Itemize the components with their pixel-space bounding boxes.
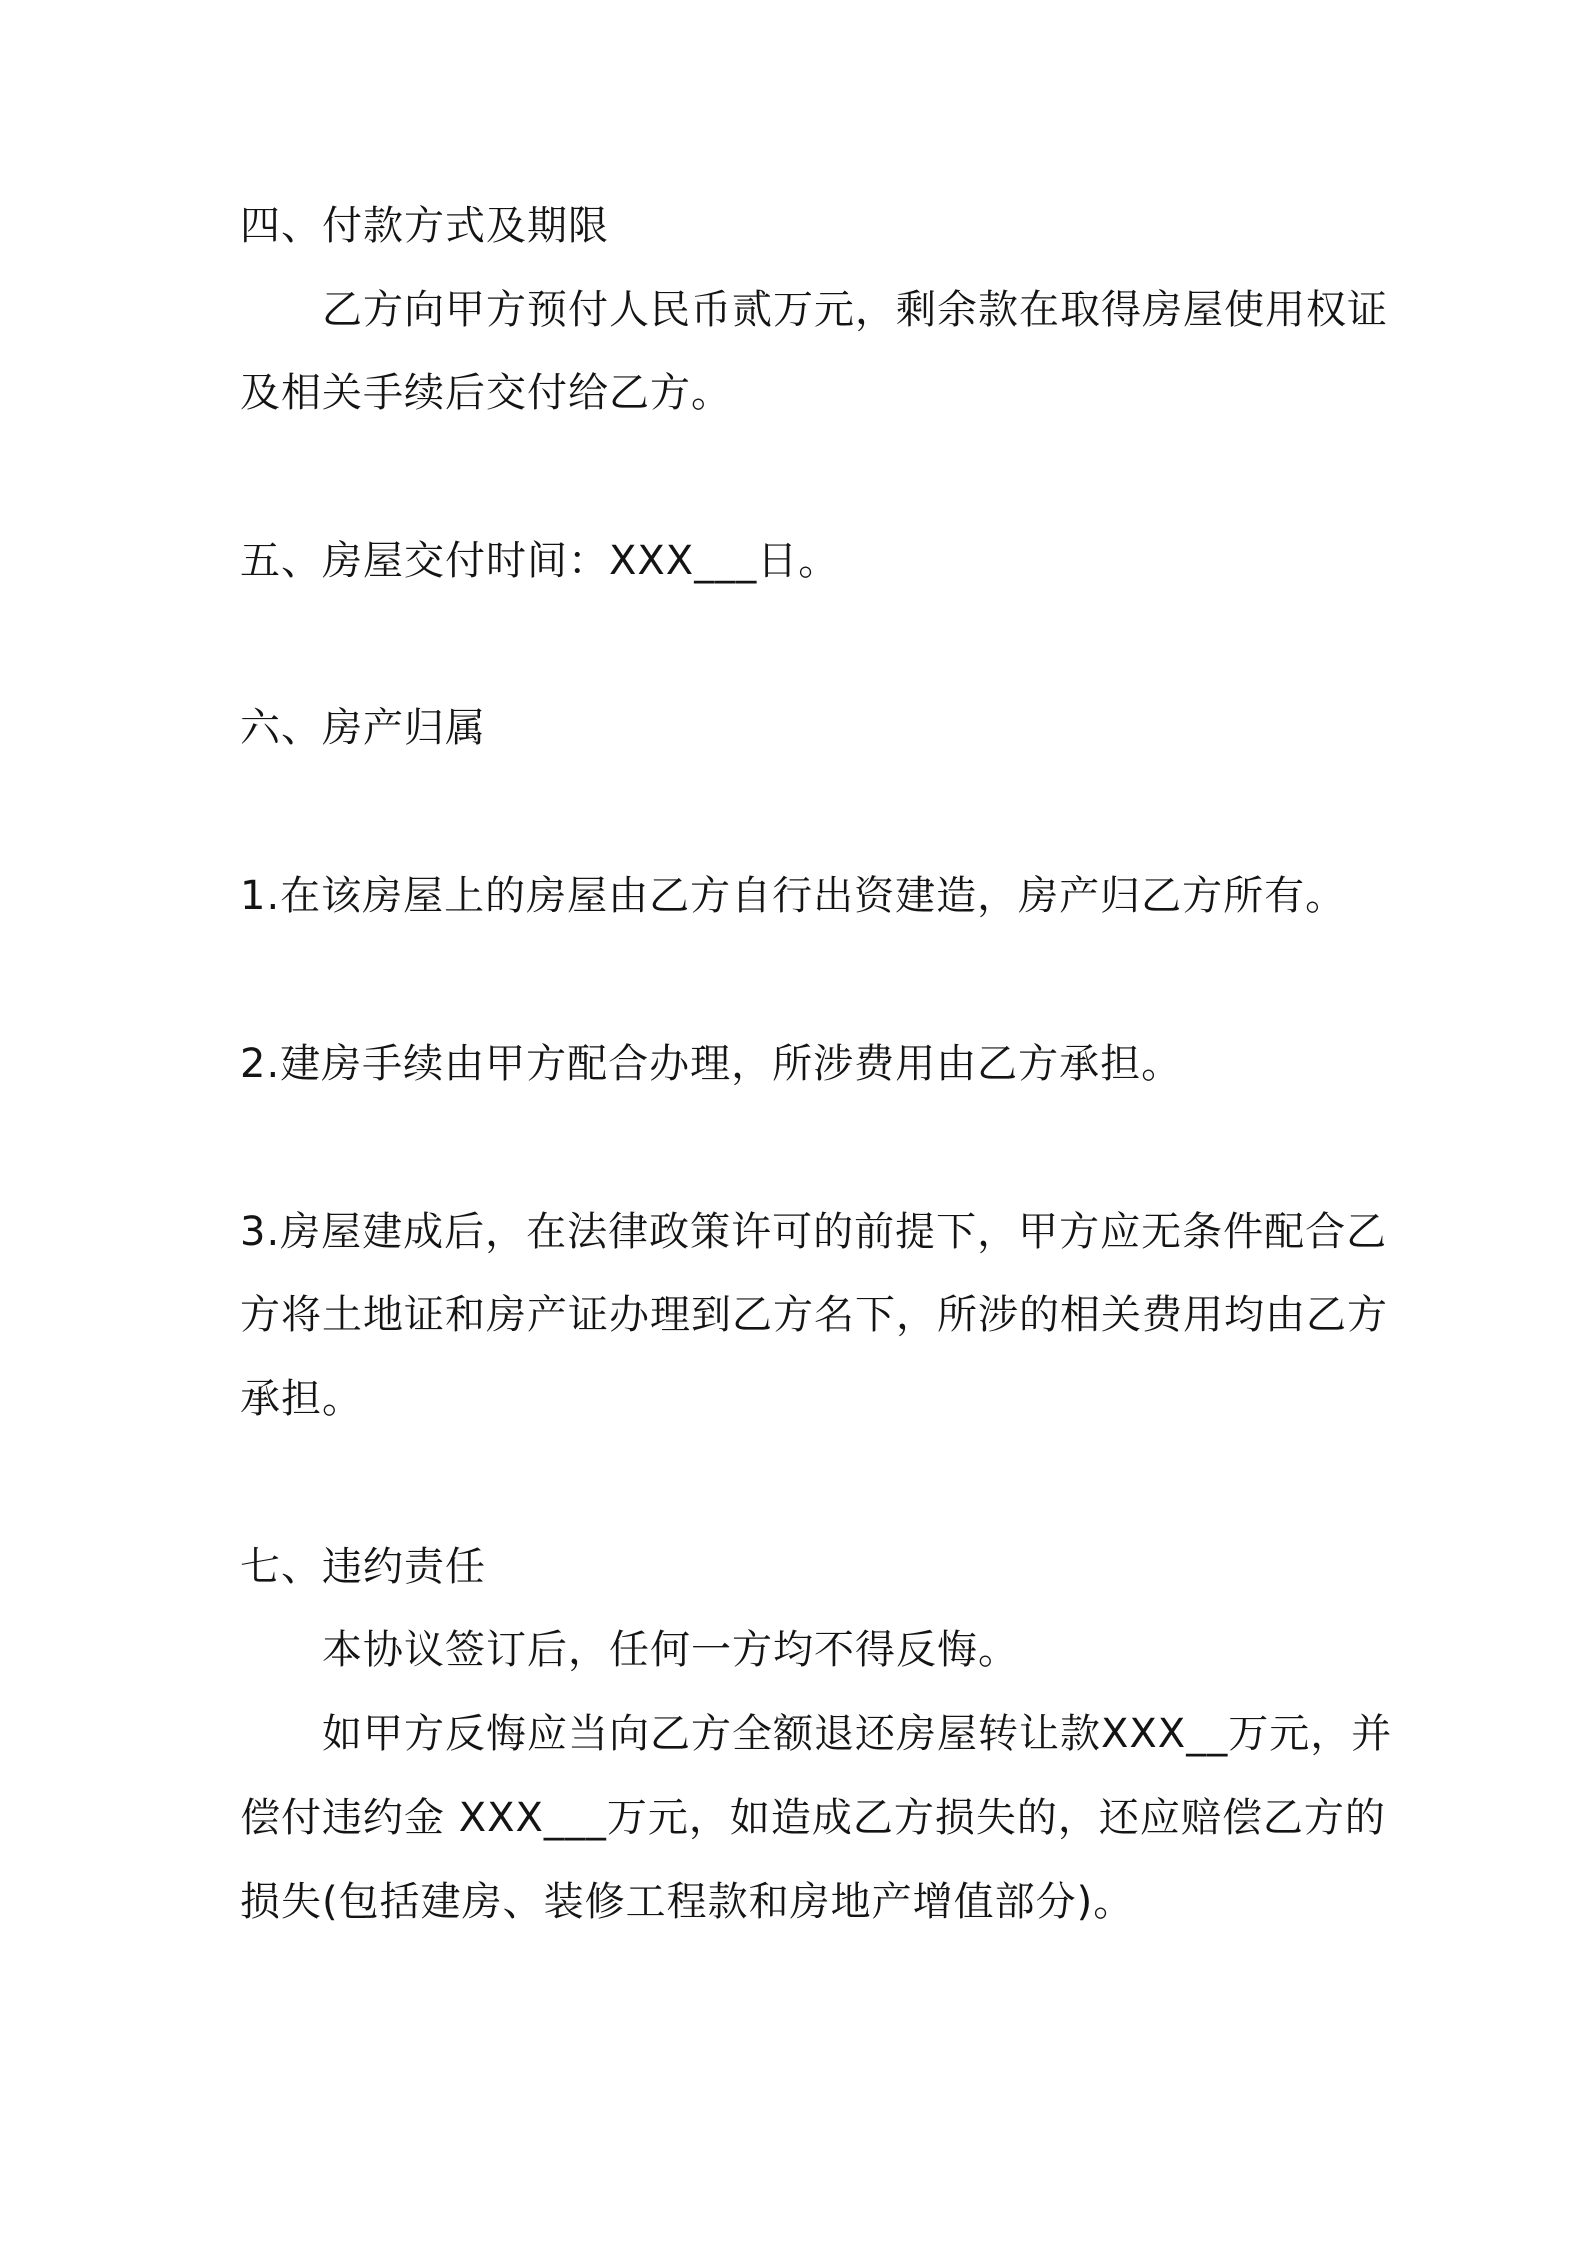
- section-6-item-1: 1.在该房屋上的房屋由乙方自行出资建造，房产归乙方所有。: [240, 873, 1347, 919]
- section-7-paragraph-1: 本协议签订后，任何一方均不得反悔。: [322, 1627, 1019, 1673]
- section-7-paragraph-2-line-2: 偿付违约金 XXX___万元，如造成乙方损失的，还应赔偿乙方的: [240, 1795, 1386, 1841]
- section-6-item-2: 2.建房手续由甲方配合办理，所涉费用由乙方承担。: [240, 1041, 1183, 1087]
- section-6-item-3-line-2: 方将土地证和房产证办理到乙方名下，所涉的相关费用均由乙方: [240, 1292, 1388, 1338]
- section-4-heading: 四、付款方式及期限: [240, 203, 609, 249]
- section-7-heading: 七、违约责任: [240, 1544, 486, 1590]
- section-7-paragraph-2-line-3: 损失(包括建房、装修工程款和房地产增值部分)。: [240, 1879, 1135, 1925]
- section-7-paragraph-2-line-1: 如甲方反悔应当向乙方全额退还房屋转让款XXX__万元，并: [322, 1711, 1393, 1757]
- section-4-paragraph-line-1: 乙方向甲方预付人民币贰万元，剩余款在取得房屋使用权证: [322, 287, 1388, 333]
- section-6-item-3-line-1: 3.房屋建成后，在法律政策许可的前提下，甲方应无条件配合乙: [240, 1209, 1388, 1255]
- section-6-item-3-line-3: 承担。: [240, 1376, 363, 1422]
- section-5-heading: 五、房屋交付时间：XXX___日。: [240, 538, 840, 584]
- section-6-heading: 六、房产归属: [240, 705, 486, 751]
- section-4-paragraph-line-2: 及相关手续后交付给乙方。: [240, 370, 732, 416]
